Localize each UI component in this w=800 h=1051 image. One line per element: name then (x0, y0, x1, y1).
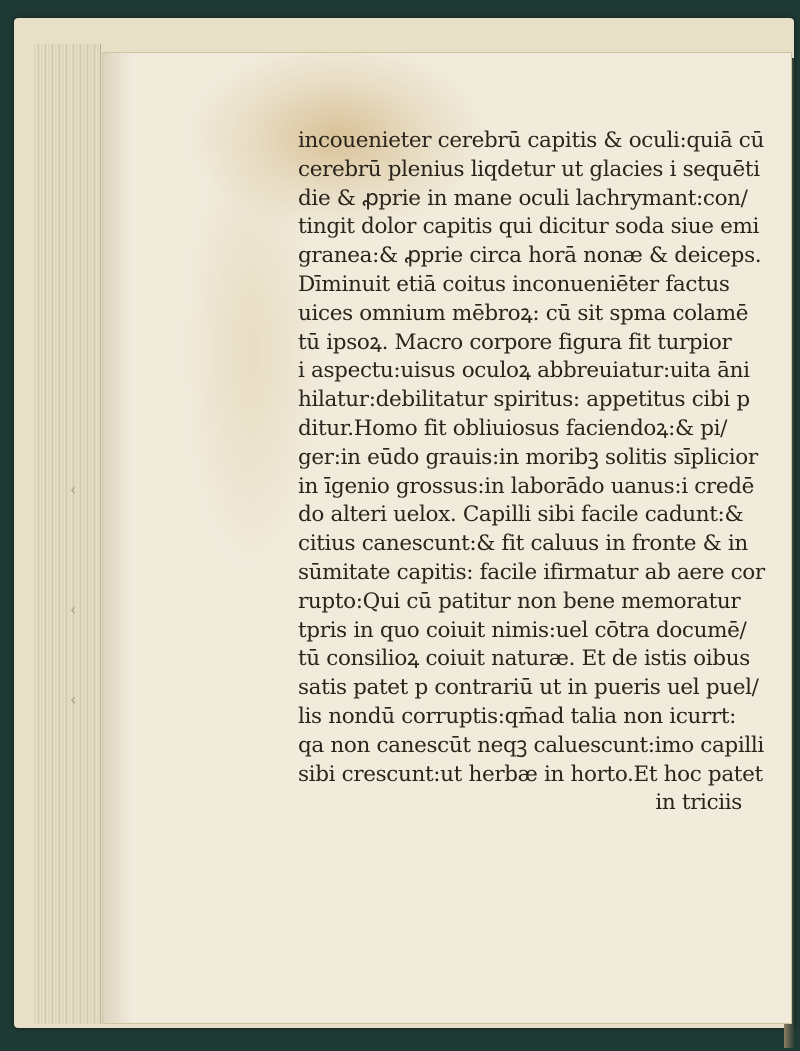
text-line: sūmitate capitis: facile ifirmatur ab aere cor (298, 559, 765, 585)
margin-mark: ‹ (70, 480, 77, 499)
text-line: tū consilioꝝ coiuit naturæ. Et de istis oibus (298, 646, 750, 672)
text-line: citius canescunt:& fit caluus in fronte & in (298, 531, 748, 557)
text-line: incouenieter cerebrū capitis & oculi:quiā cū (298, 128, 764, 153)
text-line: ditur.Homo fit obliuiosus faciendoꝝ:& pi/ (298, 415, 728, 441)
page-edges (34, 44, 101, 1024)
margin-mark: ‹ (70, 600, 77, 619)
text-line: sibi crescunt:ut herbæ in horto.Et hoc patet (298, 761, 763, 787)
text-line: lis nondū corruptis:qm̄ad talia non icurrt: (298, 703, 737, 729)
text-line: in īgenio grossus:in laborādo uanus:i credē (298, 473, 755, 499)
text-line: qa non canescūt neqꝫ caluescunt:imo capilli (298, 732, 764, 758)
text-line: granea:& ꝓprie circa horā nonæ & deiceps. (298, 243, 762, 269)
text-line: ger:in eūdo grauis:in moribꝫ solitis sīplicior (298, 444, 758, 470)
text-line: tū ipsoꝝ. Macro corpore figura fit turpior (298, 329, 732, 355)
page-text (298, 127, 765, 818)
text-line: tpris in quo coiuit nimis:uel cōtra documē/ (298, 617, 747, 643)
text-line: cerebrū plenius liqdetur ut glacies i sequēti (298, 156, 760, 182)
text-line: hilatur:debilitatur spiritus: appetitus cibi p (298, 387, 750, 413)
text-line: die & ꝓprie in mane oculi lachrymant:con/ (298, 185, 748, 211)
text-line: do alteri uelox. Capilli sibi facile cadunt:& (298, 502, 744, 528)
text-line: i aspectu:uisus oculoꝝ abbreuiatur:uita āni (298, 358, 750, 384)
text-line: tingit dolor capitis qui dicitur soda siue emi (298, 214, 760, 240)
text-line: rupto:Qui cū patitur non bene memoratur (298, 588, 741, 614)
margin-mark: ‹ (70, 690, 77, 709)
text-line: uices omnium mēbroꝝ: cū sit spma colamē (298, 300, 749, 326)
catchword: in triciis (655, 790, 742, 816)
text-line: Dīminuit etiā coitus inconueniēter factus (298, 271, 730, 297)
text-line: satis patet p contrariū ut in pueris uel puel/ (298, 675, 759, 701)
